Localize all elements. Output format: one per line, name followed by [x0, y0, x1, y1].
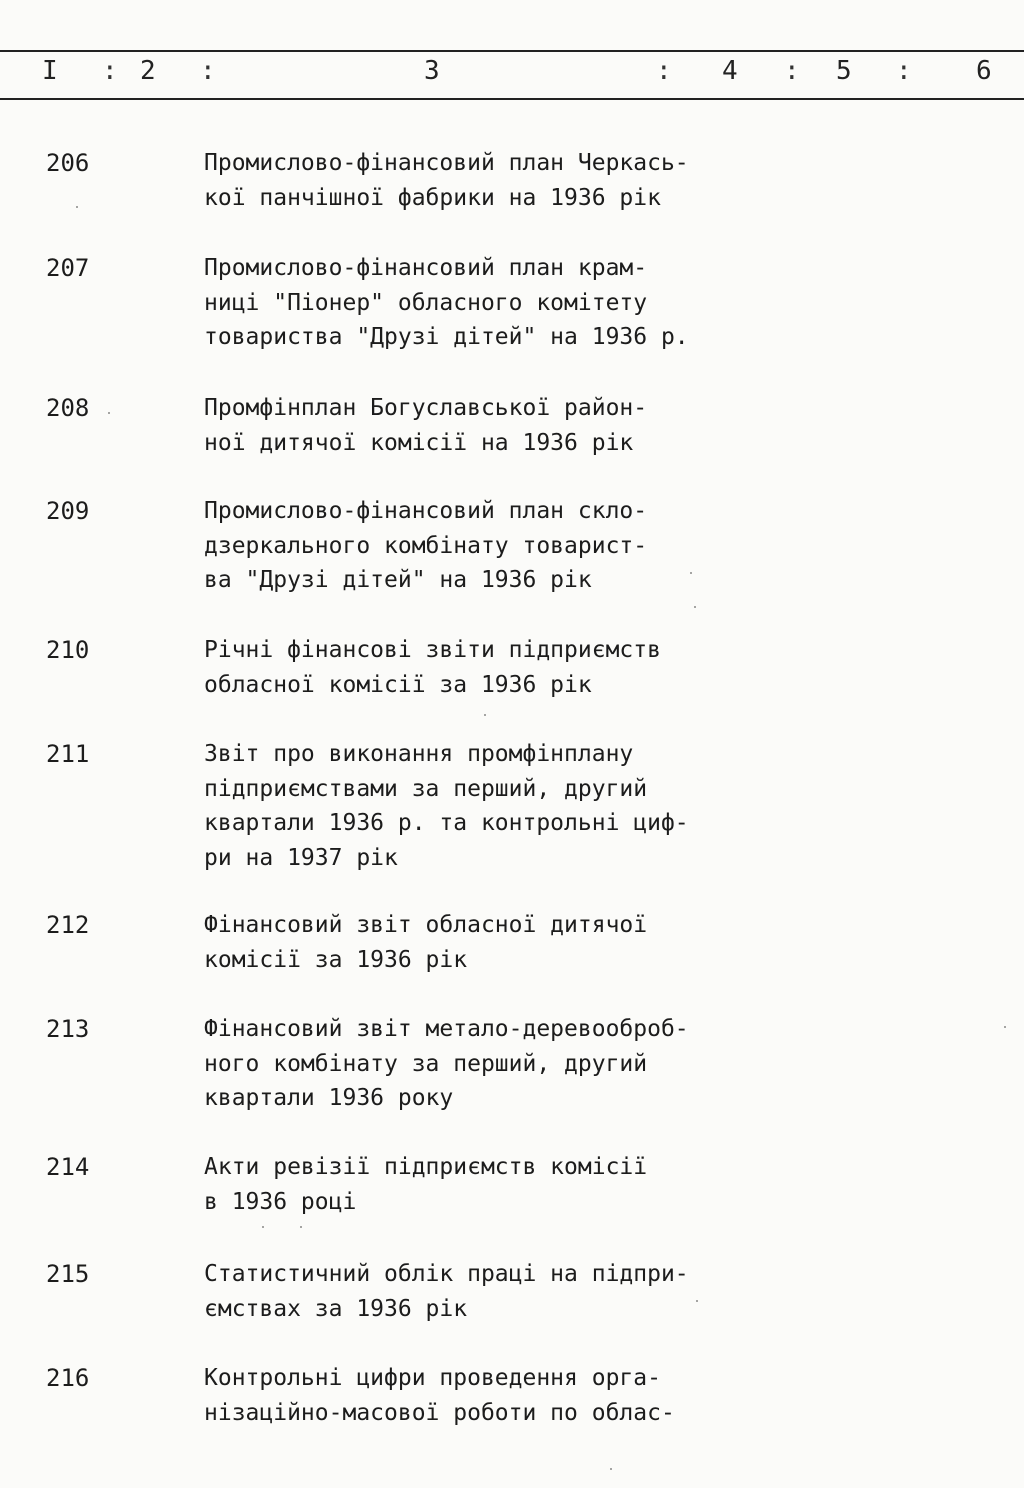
description-line: товариства "Друзі дітей" на 1936 р. — [204, 324, 689, 350]
entry-number: 211 — [46, 740, 90, 768]
entry-number: 215 — [46, 1260, 90, 1288]
column-header-1: I — [42, 56, 58, 86]
description-line: Фінансовий звіт обласної дитячої — [204, 912, 648, 938]
column-header-4: 4 — [722, 56, 738, 86]
entry-description — [204, 494, 724, 598]
entry-description — [204, 737, 724, 875]
description-line: в 1936 році — [204, 1188, 357, 1215]
description-line: Промислово-фінансовий план крам- — [204, 255, 648, 281]
scan-speck — [484, 714, 486, 716]
scan-speck — [108, 412, 110, 414]
description-line: ної дитячої комісії на 1936 рік — [204, 429, 634, 456]
scan-speck — [610, 1468, 612, 1470]
description-line: Промислово-фінансовий план Черкась- — [204, 150, 689, 176]
description-line: кої панчішної фабрики на 1936 рік — [204, 184, 661, 211]
header-top-rule — [0, 50, 1024, 52]
entry-number: 213 — [46, 1015, 90, 1043]
column-header-2: 2 — [140, 56, 156, 86]
column-separator: : — [102, 56, 118, 86]
entry-number: 210 — [46, 636, 90, 664]
scan-speck — [694, 606, 696, 608]
entry-description — [204, 1257, 724, 1326]
description-line: ниці "Піонер" обласного комітету — [204, 289, 648, 316]
description-line: Річні фінансові звіти підприємств — [204, 637, 661, 663]
entry-description — [204, 146, 724, 215]
entry-number: 214 — [46, 1153, 90, 1181]
entry-number: 208 — [46, 394, 90, 422]
entry-description — [204, 1012, 724, 1116]
column-separator: : — [200, 56, 216, 86]
scan-speck — [300, 1226, 302, 1228]
entry-number: 216 — [46, 1364, 90, 1392]
scan-speck — [76, 206, 78, 208]
entry-description — [204, 1361, 724, 1430]
description-line: дзеркального комбінату товарист- — [204, 532, 648, 559]
entry-number: 206 — [46, 149, 90, 177]
description-line: підприємствами за перший, другий — [204, 775, 648, 802]
header-bottom-rule — [0, 98, 1024, 100]
entry-number: 212 — [46, 911, 90, 939]
entry-description — [204, 251, 724, 355]
description-line: Статистичний облік праці на підпри- — [204, 1261, 689, 1287]
column-header-5: 5 — [836, 56, 852, 86]
description-line: Фінансовий звіт метало-деревооброб- — [204, 1016, 689, 1042]
description-line: Акти ревізії підприємств комісії — [204, 1154, 648, 1180]
description-line: ємствах за 1936 рік — [204, 1295, 468, 1322]
entry-description — [204, 633, 724, 702]
scan-speck — [262, 1226, 264, 1228]
description-line: комісії за 1936 рік — [204, 946, 468, 973]
column-separator: : — [896, 56, 912, 86]
description-line: Промфінплан Богуславської район- — [204, 395, 648, 421]
column-header-6: 6 — [976, 56, 992, 86]
description-line: Промислово-фінансовий план скло- — [204, 498, 648, 524]
description-line: ва "Друзі дітей" на 1936 рік — [204, 567, 592, 593]
scan-speck — [1004, 1026, 1006, 1028]
description-line: Контрольні цифри проведення орга- — [204, 1365, 661, 1391]
column-separator: : — [656, 56, 672, 86]
entry-description — [204, 908, 724, 977]
description-line: квартали 1936 р. та контрольні циф- — [204, 810, 689, 836]
entry-description — [204, 391, 724, 460]
column-separator: : — [784, 56, 800, 86]
description-line: Звіт про виконання промфінплану — [204, 741, 634, 767]
description-line: обласної комісії за 1936 рік — [204, 671, 592, 698]
description-line: квартали 1936 року — [204, 1085, 454, 1111]
entry-description — [204, 1150, 724, 1219]
description-line: нізаційно-масової роботи по облас- — [204, 1399, 675, 1426]
column-header-3: 3 — [424, 56, 440, 86]
entry-number: 207 — [46, 254, 90, 282]
entry-number: 209 — [46, 497, 90, 525]
scan-speck — [690, 572, 692, 574]
scan-speck — [696, 1300, 698, 1302]
description-line: ного комбінату за перший, другий — [204, 1050, 648, 1077]
description-line: ри на 1937 рік — [204, 844, 398, 871]
